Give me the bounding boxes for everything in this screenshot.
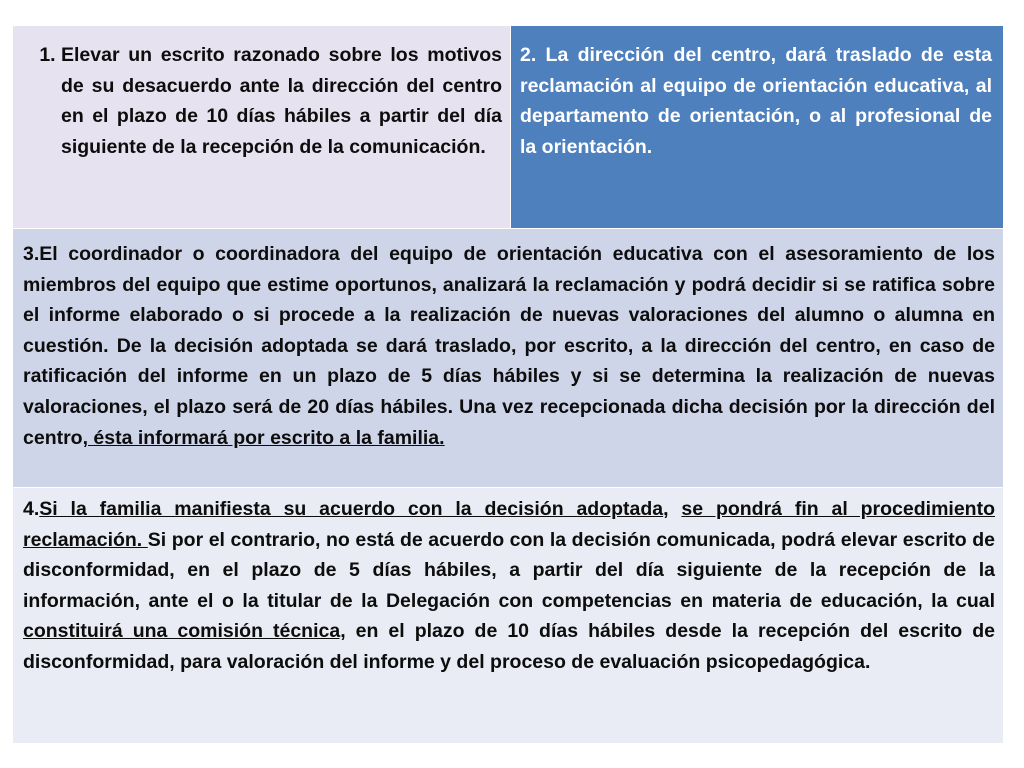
step-4-prefix: 4.	[23, 498, 40, 520]
step-4-underlined-agreement: Si la familia manifiesta su acuerdo con la decisión adoptada	[39, 498, 664, 520]
step-3-underlined-text: ésta informará por escrito a la familia.	[88, 426, 445, 449]
step-1-text: 1. Elevar un escrito razonado sobre los motivos de su desacuerdo ante la dirección del centro en el plazo de 10 días hábiles a partir del día siguiente de la recepción de la comunicación.	[61, 40, 502, 162]
step-4-underlined-end-procedure: se pondrá fin al procedimiento reclamación.	[23, 498, 995, 551]
step-4-text: Si por el contrario, no está de acuerdo con la decisión comunicada, podrá elevar escrito de disconformidad, en el plazo de 5 días hábiles, a partir del día siguiente de la recepción de la información, ante el o la titular de la Delegación con competencias en materia de educación, la cual	[23, 528, 995, 612]
procedure-table	[12, 25, 1002, 742]
step-3-paragraph	[23, 239, 995, 453]
step-3-text: 3.El coordinador o coordinadora del equipo de orientación educativa con el asesoramiento de los miembros del equipo que estime oportunos, analizará la reclamación y podrá decidir si se ratifica sobre el informe elaborado o si procede a la realización de nuevas valoraciones del alumno o alumna en cuestión. De la decisión adoptada se dará traslado, por escrito, a la dirección del centro, en caso de ratificación del informe en un plazo de 5 días hábiles y si se determina la realización de nuevas valoraciones, el plazo será de 20 días hábiles. Una vez recepcionada dicha decisión por la dirección del centro,	[23, 243, 995, 449]
step-3-cell	[13, 228, 1003, 487]
step-4-cell	[13, 487, 1003, 743]
step-4-separator: ,	[663, 498, 682, 520]
step-4-paragraph	[23, 494, 995, 678]
step-1-cell	[13, 26, 510, 228]
step-4-underlined-commission: constituirá una comisión técnica,	[23, 620, 346, 643]
step-4-text-end: en el plazo de 10 días hábiles desde la recepción del escrito de disconformidad, para valoración del informe y del proceso de evaluación psicopedagógica.	[23, 620, 995, 673]
step-2-cell	[510, 26, 1003, 228]
step-1-list	[23, 40, 502, 162]
step-2-text: 2. La dirección del centro, dará traslado de esta reclamación al equipo de orientación educativa, al departamento de orientación, o al profesional de la orientación.	[520, 44, 992, 158]
